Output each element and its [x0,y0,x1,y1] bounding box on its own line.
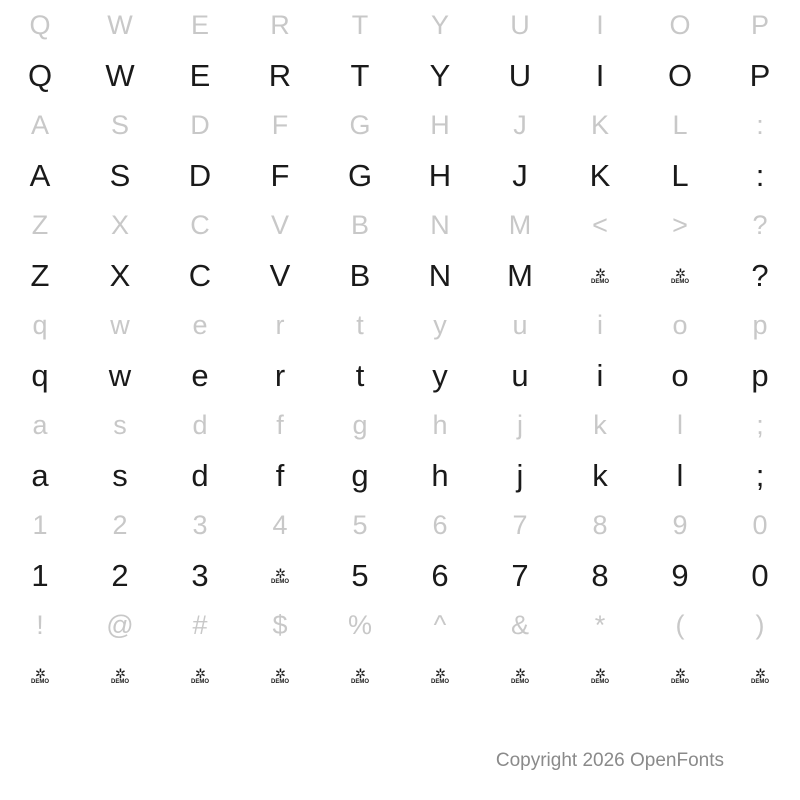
demo-flower-icon [111,665,129,686]
glyph-cell: w [110,309,130,340]
glyph-cell: o [672,309,688,340]
glyph-cell: e [192,309,208,340]
glyph-cell [640,650,720,700]
glyph-cell: u [511,357,529,393]
glyph-cell: D [190,109,210,140]
glyph-cell: : [756,109,764,140]
glyph-cell: g [351,457,369,493]
glyph-cell: Y [430,9,449,40]
glyph-cell: E [190,9,209,40]
glyph-cell [640,250,720,300]
glyph-cell: X [109,257,131,293]
glyph-cell: M [508,209,532,240]
glyph-cell: S [110,109,129,140]
glyph-cell: % [347,609,372,640]
glyph-cell: C [188,257,212,293]
demo-flower-burst: ✲ [595,265,605,281]
glyph-cell: ; [756,409,764,440]
glyph-cell: @ [106,609,134,640]
glyph-cell: l [677,409,683,440]
glyph-cell: O [669,9,691,40]
glyph-cell: g [352,409,368,440]
demo-flower-burst: ✲ [275,665,285,681]
glyph-cell: Q [29,9,51,40]
glyph-cell: F [271,109,289,140]
glyph-cell: A [30,109,49,140]
glyph-cell: : [755,157,765,193]
demo-flower-label: DEMO [431,679,449,686]
glyph-cell: N [430,209,450,240]
glyph-cell: J [512,157,528,193]
demo-flower-icon [511,665,529,686]
glyph-cell: N [428,257,452,293]
glyph-cell: ) [755,609,765,640]
glyph-cell: ! [36,609,44,640]
demo-flower-icon [431,665,449,686]
glyph-cell: P [749,57,771,93]
glyph-cell: 7 [512,509,528,540]
glyph-cell: s [112,457,128,493]
glyph-cell: y [433,309,447,340]
glyph-cell: 6 [431,557,449,593]
glyph-cell: o [671,357,689,393]
glyph-cell: 9 [672,509,688,540]
glyph-cell: A [29,157,51,193]
demo-flower-icon [31,665,49,686]
demo-flower-burst: ✲ [195,665,205,681]
glyph-cell: 4 [272,509,288,540]
demo-flower-burst: ✲ [435,665,445,681]
glyph-cell: ? [752,209,768,240]
glyph-cell: 1 [31,557,49,593]
glyph-cell: T [350,57,370,93]
glyph-cell: R [270,9,290,40]
glyph-cell: $ [272,609,288,640]
glyph-cell: q [32,309,48,340]
demo-flower-icon [351,665,369,686]
demo-flower-icon [671,665,689,686]
glyph-cell: d [192,409,208,440]
glyph-cell: i [596,357,604,393]
glyph-cell: d [191,457,209,493]
glyph-cell: 7 [511,557,529,593]
glyph-cell: w [108,357,132,393]
glyph-cell: 3 [191,557,209,593]
demo-flower-burst: ✲ [115,665,125,681]
glyph-cell: p [752,309,768,340]
glyph-cell [0,650,80,700]
demo-flower-label: DEMO [671,679,689,686]
demo-flower-burst: ✲ [515,665,525,681]
glyph-cell: e [191,357,209,393]
demo-flower-burst: ✲ [355,665,365,681]
demo-flower-label: DEMO [191,679,209,686]
glyph-cell: 8 [591,557,609,593]
glyph-cell: Y [429,57,451,93]
glyph-cell: & [510,609,529,640]
demo-flower-label: DEMO [111,679,129,686]
glyph-cell: I [595,57,605,93]
glyph-cell: 2 [111,557,129,593]
glyph-cell [320,650,400,700]
glyph-cell [240,650,320,700]
glyph-cell: D [188,157,212,193]
glyph-cell: B [349,257,371,293]
glyph-cell: r [274,357,286,393]
glyph-cell: 5 [352,509,368,540]
glyph-cell: Z [30,257,50,293]
demo-flower-label: DEMO [671,279,689,286]
glyph-cell: P [750,9,769,40]
glyph-cell: G [347,157,373,193]
glyph-cell: I [596,9,604,40]
glyph-cell: j [516,457,524,493]
glyph-cell [160,650,240,700]
glyph-cell: u [512,309,528,340]
glyph-cell: a [31,457,49,493]
glyph-cell: ^ [433,609,447,640]
glyph-cell: t [356,309,364,340]
glyph-cell: ; [755,457,765,493]
glyph-cell: f [275,457,285,493]
demo-flower-burst: ✲ [595,665,605,681]
glyph-cell [240,550,320,600]
glyph-cell: J [513,109,527,140]
glyph-cell: U [510,9,530,40]
demo-flower-icon [751,665,769,686]
glyph-cell: S [109,157,131,193]
glyph-cell: V [269,257,291,293]
glyph-cell: 1 [32,509,48,540]
demo-flower-icon [271,665,289,686]
glyph-cell: k [593,409,607,440]
glyph-cell: L [671,157,689,193]
glyph-cell: 3 [192,509,208,540]
glyph-cell: G [349,109,371,140]
demo-flower-icon [671,265,689,286]
demo-flower-label: DEMO [751,679,769,686]
glyph-cell: W [107,9,133,40]
glyph-cell: q [31,357,49,393]
demo-flower-label: DEMO [591,279,609,286]
glyph-cell: h [432,409,448,440]
glyph-cell: a [32,409,48,440]
glyph-cell: Z [31,209,49,240]
glyph-cell: p [751,357,769,393]
demo-flower-burst: ✲ [275,565,285,581]
glyph-cell: V [270,209,289,240]
glyph-cell: * [594,609,606,640]
glyph-cell [720,650,800,700]
demo-flower-icon [591,665,609,686]
glyph-cell: l [676,457,684,493]
glyph-cell: H [430,109,450,140]
glyph-cell: 8 [592,509,608,540]
glyph-cell: 0 [752,509,768,540]
glyph-cell: y [432,357,448,393]
glyph-cell [560,650,640,700]
glyph-cell: K [590,109,609,140]
demo-flower-burst: ✲ [675,665,685,681]
glyph-cell: R [268,57,292,93]
glyph-cell: C [190,209,210,240]
glyph-cell: r [275,309,285,340]
glyph-cell: K [589,157,611,193]
demo-flower-label: DEMO [31,679,49,686]
glyph-cell [480,650,560,700]
glyph-cell: 2 [112,509,128,540]
glyph-cell: X [110,209,129,240]
glyph-cell: E [189,57,211,93]
glyph-cell: 6 [432,509,448,540]
glyph-cell: F [270,157,290,193]
demo-flower-burst: ✲ [35,665,45,681]
glyph-cell: O [667,57,693,93]
glyph-cell: # [192,609,208,640]
demo-flower-icon [591,265,609,286]
glyph-cell: H [428,157,452,193]
demo-flower-burst: ✲ [755,665,765,681]
glyph-cell: U [508,57,532,93]
copyright-notice: Copyright 2026 OpenFonts [495,750,724,771]
glyph-cell: j [517,409,523,440]
glyph-cell [80,650,160,700]
glyph-cell: i [597,309,603,340]
glyph-cell: 5 [351,557,369,593]
glyph-cell [560,250,640,300]
glyph-cell: Q [27,57,53,93]
glyph-cell: s [113,409,127,440]
glyph-cell: M [507,257,533,293]
glyph-cell: L [672,109,688,140]
demo-flower-label: DEMO [271,579,289,586]
glyph-cell: f [276,409,284,440]
demo-flower-label: DEMO [591,679,609,686]
glyph-cell: t [355,357,365,393]
demo-flower-label: DEMO [511,679,529,686]
glyph-cell: > [672,209,688,240]
glyph-cell: k [592,457,608,493]
glyph-cell: 0 [751,557,769,593]
glyph-cell: ( [675,609,685,640]
glyph-cell: W [105,57,135,93]
demo-flower-label: DEMO [271,679,289,686]
glyph-cell: < [592,209,608,240]
glyph-cell: T [351,9,369,40]
demo-flower-burst: ✲ [675,265,685,281]
glyph-cell: B [350,209,369,240]
demo-flower-icon [271,565,289,586]
glyph-cell [400,650,480,700]
glyph-cell: 9 [671,557,689,593]
demo-flower-label: DEMO [351,679,369,686]
demo-flower-icon [191,665,209,686]
glyph-cell: h [431,457,449,493]
glyph-cell: ? [751,257,769,293]
